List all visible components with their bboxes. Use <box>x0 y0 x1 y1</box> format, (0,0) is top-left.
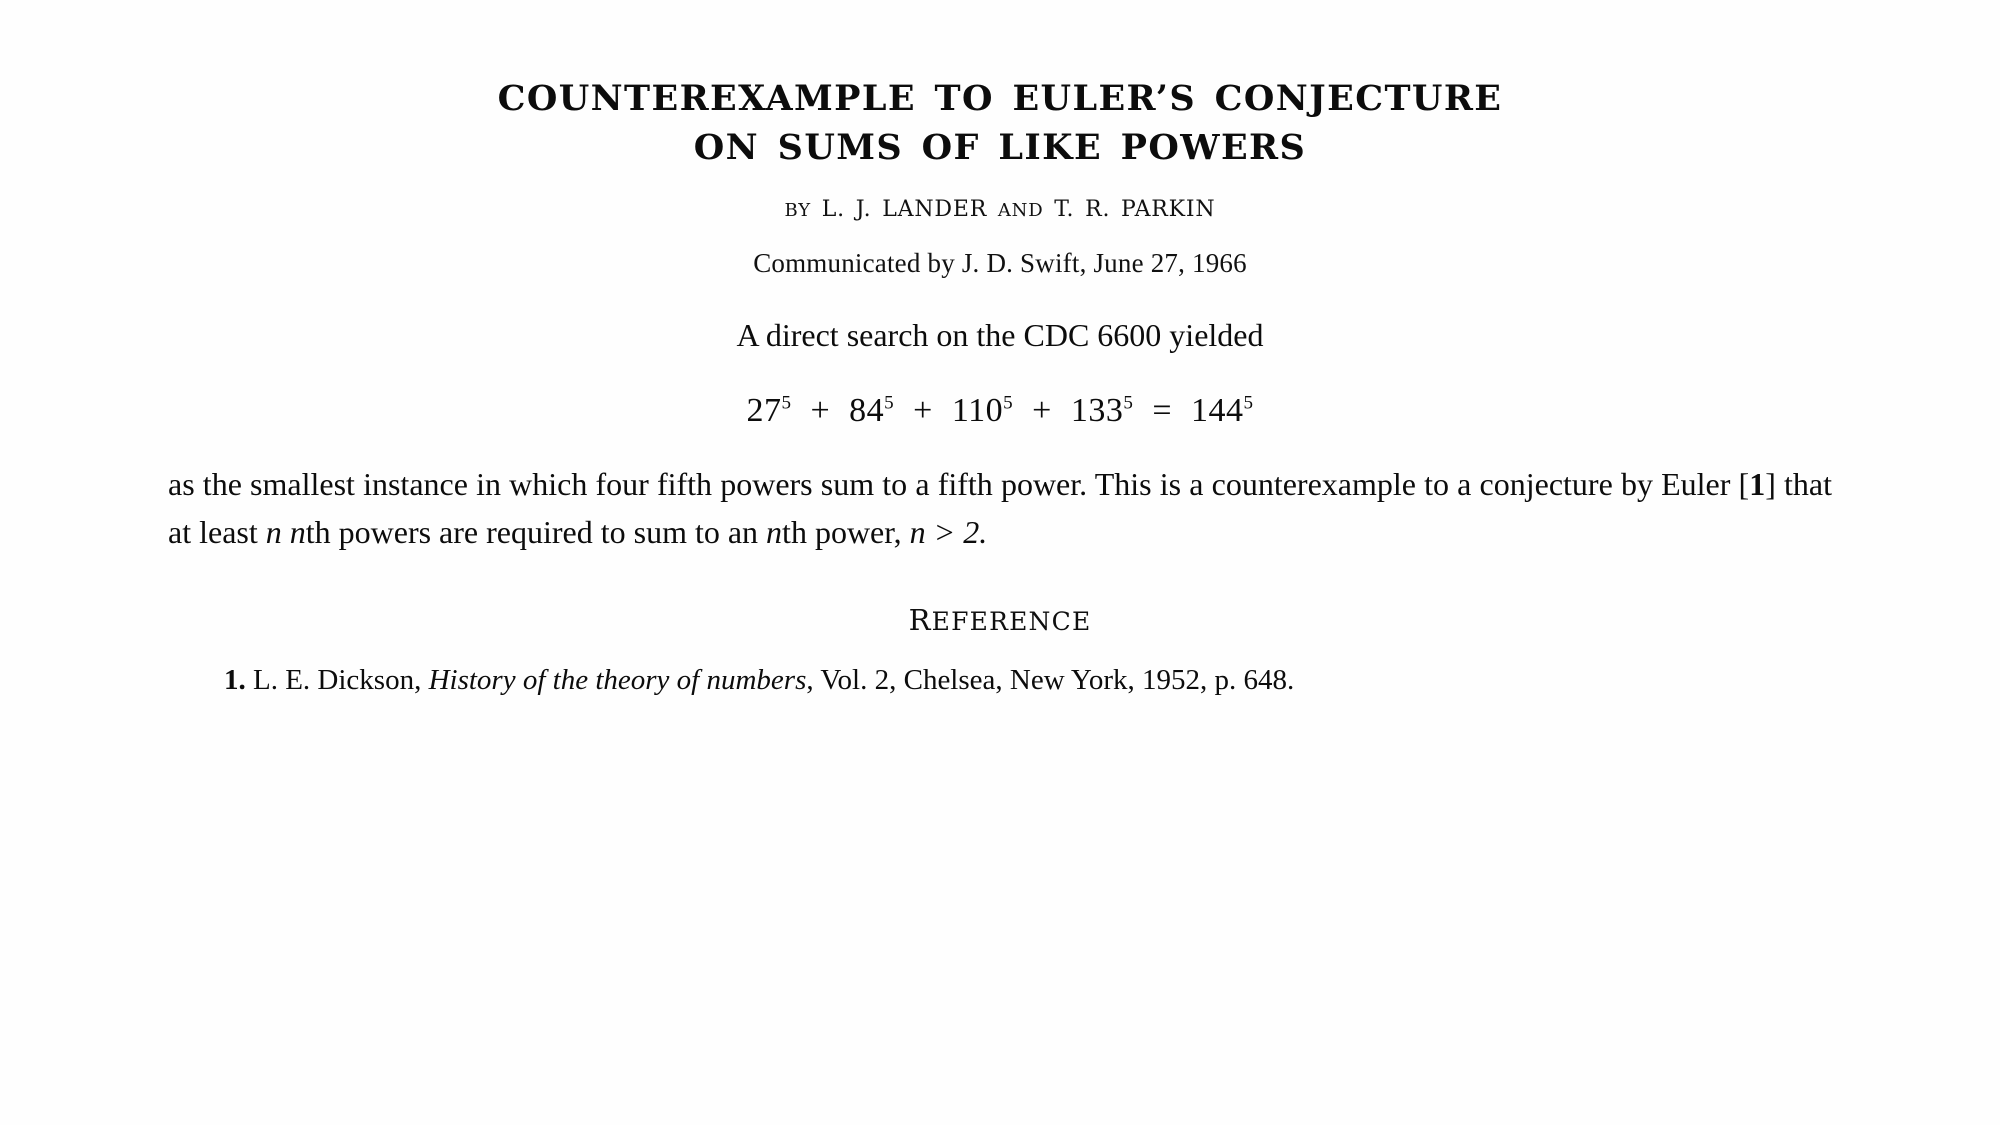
body-text-part-2: ] that at least <box>168 465 1833 551</box>
page-title <box>168 75 1832 172</box>
body-citation: 1 <box>1749 465 1766 502</box>
body-space <box>282 514 290 550</box>
equation-equals: = <box>1152 391 1173 429</box>
reference-number: 1. <box>224 663 246 696</box>
equation-plus-1: + <box>810 391 831 429</box>
reference-author: L. E. Dickson, <box>253 663 422 696</box>
equation-term-1: $27^5$ <box>746 391 792 429</box>
byline-author-1: L. J. LANDER <box>821 197 988 223</box>
body-variable-n-1: n <box>265 514 282 551</box>
main-equation <box>168 392 1832 430</box>
equation-result: $144^5$ <box>1191 391 1254 429</box>
reference-section-heading <box>168 603 1832 637</box>
body-variable-n-3: n <box>766 514 783 551</box>
equation-plus-3: + <box>1032 391 1052 429</box>
title-line-1: COUNTEREXAMPLE TO EULER’S CONJECTURE <box>497 78 1503 120</box>
article-content <box>168 52 1832 731</box>
reference-entry <box>168 659 1832 703</box>
byline-author-2: T. R. PARKIN <box>1054 197 1216 223</box>
reference-heading-rest: EFERENCE <box>931 606 1092 636</box>
equation-term-4: $133^5$ <box>1070 391 1134 429</box>
reference-work-title: History of the theory of numbers <box>428 663 807 696</box>
reference-heading-capital: R <box>908 602 932 637</box>
intro-paragraph: A direct search on the CDC 6600 yielded <box>736 317 1264 354</box>
body-text-part-1: as the smallest instance in which four fifth powers sum to a fifth power. This is a counterexample to a conjecture by Euler [ <box>168 465 1750 502</box>
title-line-2: ON SUMS OF LIKE POWERS <box>693 126 1307 168</box>
equation-term-3: $110^5$ <box>951 391 1014 429</box>
equation-term-2: $84^5$ <box>849 391 895 429</box>
body-text-part-4: th power, <box>782 514 910 551</box>
equation-plus-2: + <box>913 391 933 429</box>
byline <box>168 197 1832 222</box>
byline-prefix: BY <box>784 200 811 222</box>
reference-publication-info: , Vol. 2, Chelsea, New York, 1952, p. 648. <box>806 663 1295 696</box>
body-inequality: n > 2. <box>909 514 988 551</box>
byline-conjunction: AND <box>997 200 1044 222</box>
communicated-line: Communicated by J. D. Swift, June 27, 1966 <box>753 248 1247 279</box>
body-text-part-3: th powers are required to sum to an <box>305 514 767 551</box>
body-variable-n-2: n <box>289 514 306 551</box>
body-paragraph <box>168 460 1832 557</box>
